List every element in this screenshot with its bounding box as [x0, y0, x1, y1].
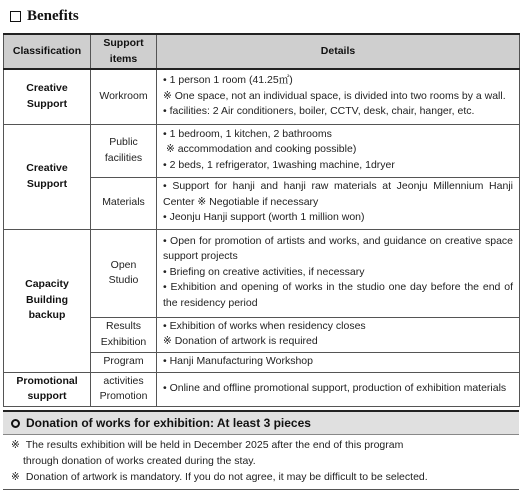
item-label: Open [110, 258, 137, 271]
header-details: Details [157, 34, 520, 69]
donation-note-2 [3, 469, 519, 485]
item-workroom: Workroom [91, 69, 157, 124]
item-program: Program [91, 352, 157, 372]
circle-bullet-icon [11, 419, 20, 428]
detail-line: • facilities: 2 Air conditioners, boiler, CCTV, desk, chair, hanger, etc. [163, 105, 475, 117]
details-activities-promotion [157, 372, 520, 406]
detail-line: • Online and offline promotional support, production of exhibition materials [163, 381, 507, 394]
donation-note-1 [3, 437, 519, 453]
header-classification: Classification [4, 34, 91, 69]
classification-label: Building [26, 293, 68, 306]
details-materials [157, 177, 520, 229]
detail-line: ※ One space, not an individual space, is divided into two rooms by a wall. [163, 89, 506, 102]
donation-heading-row [3, 412, 519, 435]
reference-mark-icon: ※ [11, 471, 20, 483]
item-public-facilities [91, 124, 157, 177]
detail-line: • Briefing on creative activities, if necessary [163, 265, 365, 278]
section-header [10, 6, 79, 26]
classification-capacity-building-backup [4, 229, 91, 372]
detail-line: • Hanji Manufacturing Workshop [163, 354, 313, 367]
details-workroom [157, 69, 520, 124]
item-activities-promotion [91, 372, 157, 406]
classification-creative-support-1 [4, 69, 91, 124]
detail-line: ※ accommodation and cooking possible) [166, 143, 357, 156]
classification-label: Support [26, 177, 68, 190]
details-open-studio [157, 229, 520, 317]
classification-label: support [27, 390, 67, 402]
classification-label: Creative [26, 162, 68, 174]
details-results-exhibition [157, 317, 520, 352]
detail-line: • 2 beds, 1 refrigerator, 1washing machine, 1dryer [163, 158, 395, 171]
detail-line: • 1 bedroom, 1 kitchen, 2 bathrooms [163, 127, 332, 140]
item-open-studio [91, 229, 157, 317]
classification-label: Capacity [25, 278, 69, 291]
detail-line: • Exhibition and opening of works in the studio one day before the end of the residency period [163, 281, 513, 309]
classification-label: Support [26, 97, 68, 110]
table-header-row [4, 34, 520, 69]
classification-label: backup [28, 309, 66, 322]
classification-label: Creative [26, 82, 68, 95]
detail-line: • 1 person 1 room (41.25㎡) [163, 74, 293, 86]
classification-promotional-support [4, 372, 91, 406]
detail-line: ※ Donation of artwork is required [163, 335, 318, 347]
item-results-exhibition [91, 317, 157, 352]
detail-line: • Exhibition of works when residency closes [163, 319, 366, 332]
item-label: Results [105, 320, 141, 332]
detail-line: • Support for hanji and hanji raw materials at Jeonju Millennium Hanji Center ※ Negotiable if necessary [163, 180, 513, 208]
detail-line: • Open for promotion of artists and works, and guidance on creative space support projects [163, 234, 513, 263]
table-row [4, 124, 520, 177]
table-row [4, 372, 520, 406]
table-row [4, 69, 520, 124]
item-label: Promotion [99, 390, 148, 402]
item-label: Public [109, 136, 138, 148]
benefits-table [3, 33, 520, 407]
detail-line: • Jeonju Hanji support (worth 1 million won) [163, 211, 365, 224]
classification-label: Promotional [16, 374, 78, 387]
reference-mark-icon: ※ [11, 439, 20, 451]
header-support-items [91, 34, 157, 69]
section-title: Benefits [27, 7, 79, 24]
table-row [4, 229, 520, 317]
item-label: facilities [104, 151, 143, 164]
item-label: Exhibition [100, 335, 147, 348]
donation-notice [3, 410, 519, 490]
header-support-items-line1: Support [103, 37, 144, 49]
checkbox-square-icon [10, 11, 21, 22]
item-materials: Materials [91, 177, 157, 229]
details-program [157, 352, 520, 372]
donation-note-1-line1: The results exhibition will be held in December 2025 after the end of this program [25, 439, 404, 451]
item-label: activities [103, 374, 144, 387]
donation-note-2-text: Donation of artwork is mandatory. If you do not agree, it may be difficult to be selected. [25, 471, 428, 483]
header-support-items-line2: items [109, 52, 138, 65]
details-public-facilities [157, 124, 520, 177]
donation-heading: Donation of works for exhibition: At least 3 pieces [26, 416, 311, 430]
classification-creative-support-2 [4, 124, 91, 229]
item-label: Studio [108, 274, 139, 286]
donation-note-1-continuation: through donation of works created during the stay. [23, 455, 256, 467]
